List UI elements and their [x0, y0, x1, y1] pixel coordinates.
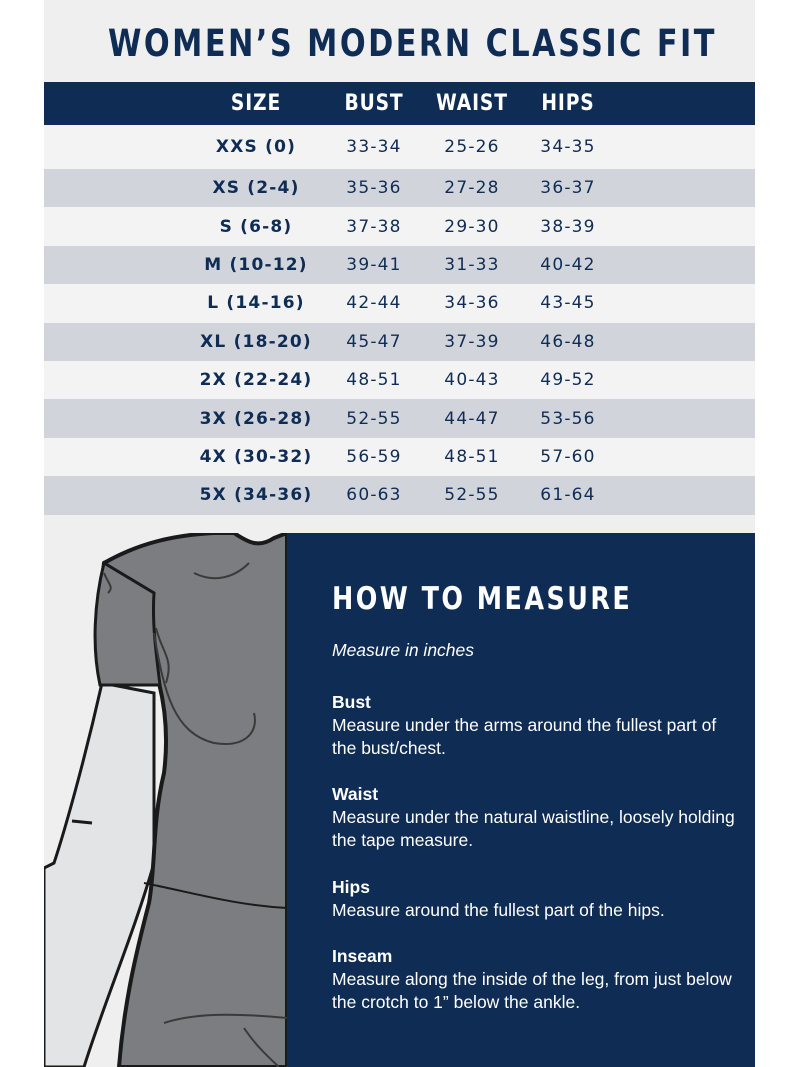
cell-bust: 56-59	[346, 446, 402, 467]
table-row	[44, 246, 755, 284]
body-figure-icon	[44, 533, 287, 1067]
bust-section	[332, 691, 742, 760]
page-title: WOMEN’S MODERN CLASSIC FIT	[107, 22, 717, 65]
waist-section	[332, 783, 742, 852]
table-row	[44, 438, 755, 476]
cell-hips: 40-42	[540, 254, 596, 275]
inseam-text: Measure along the inside of the leg, from just below the crotch to 1” below the ankle.	[332, 969, 732, 1012]
cell-bust: 37-38	[346, 216, 402, 237]
header-size: SIZE	[230, 91, 282, 116]
cell-waist: 52-55	[444, 485, 500, 506]
header-hips: HIPS	[541, 91, 595, 116]
cell-waist: 44-47	[444, 408, 500, 429]
header-bust: BUST	[344, 91, 404, 116]
cell-waist: 27-28	[444, 178, 500, 199]
cell-hips: 34-35	[540, 137, 596, 157]
bust-text: Measure under the arms around the fullest part of the bust/chest.	[332, 715, 717, 758]
cell-size: M (10-12)	[204, 254, 308, 275]
table-row	[44, 323, 755, 361]
cell-size: 3X (26-28)	[199, 408, 313, 429]
table-row	[44, 169, 755, 207]
table-row	[44, 284, 755, 322]
table-row	[44, 476, 755, 514]
waist-heading: Waist	[332, 784, 379, 804]
cell-waist: 31-33	[444, 254, 500, 275]
cell-hips: 43-45	[540, 293, 596, 314]
table-row	[44, 207, 755, 245]
cell-hips: 49-52	[540, 370, 596, 391]
cell-waist: 34-36	[444, 293, 500, 314]
cell-size: 4X (30-32)	[199, 446, 313, 467]
size-table	[44, 82, 755, 515]
table-header	[44, 82, 755, 125]
waist-text: Measure under the natural waistline, loosely holding the tape measure.	[332, 807, 735, 850]
hips-text: Measure around the fullest part of the hips.	[332, 900, 665, 920]
hips-heading: Hips	[332, 877, 370, 897]
table-row	[44, 361, 755, 399]
cell-waist: 37-39	[444, 331, 500, 352]
header-waist: WAIST	[436, 91, 508, 116]
cell-hips: 38-39	[540, 216, 596, 237]
cell-size: L (14-16)	[207, 293, 305, 314]
inseam-heading: Inseam	[332, 946, 393, 966]
cell-bust: 35-36	[346, 178, 402, 199]
cell-size: 5X (34-36)	[199, 485, 313, 506]
cell-waist: 40-43	[444, 370, 500, 391]
hips-section	[332, 876, 742, 922]
cell-bust: 52-55	[346, 408, 402, 429]
measure-unit-note: Measure in inches	[332, 640, 475, 660]
bust-heading: Bust	[332, 692, 371, 712]
cell-hips: 36-37	[540, 178, 596, 199]
cell-bust: 48-51	[346, 370, 402, 391]
cell-hips: 57-60	[540, 446, 596, 467]
cell-bust: 45-47	[346, 331, 402, 352]
how-to-measure-panel	[287, 533, 755, 1067]
cell-bust: 60-63	[346, 485, 402, 506]
cell-size: S (6-8)	[219, 216, 293, 237]
cell-hips: 53-56	[540, 408, 596, 429]
how-to-measure-title: HOW TO MEASURE	[332, 581, 633, 617]
cell-waist: 25-26	[444, 137, 500, 157]
table-row	[44, 399, 755, 437]
cell-hips: 46-48	[540, 331, 596, 352]
cell-bust: 39-41	[346, 254, 402, 275]
cell-size: XS (2-4)	[212, 178, 300, 199]
cell-hips: 61-64	[540, 485, 596, 506]
size-chart-page	[44, 0, 755, 1067]
cell-waist: 29-30	[444, 216, 500, 237]
inseam-section	[332, 945, 742, 1014]
cell-size: XXS (0)	[215, 137, 297, 157]
cell-size: XL (18-20)	[200, 331, 312, 352]
cell-bust: 33-34	[346, 137, 402, 157]
table-body	[44, 125, 755, 515]
cell-waist: 48-51	[444, 446, 500, 467]
cell-bust: 42-44	[346, 293, 402, 314]
table-row	[44, 125, 755, 169]
cell-size: 2X (22-24)	[199, 370, 313, 391]
